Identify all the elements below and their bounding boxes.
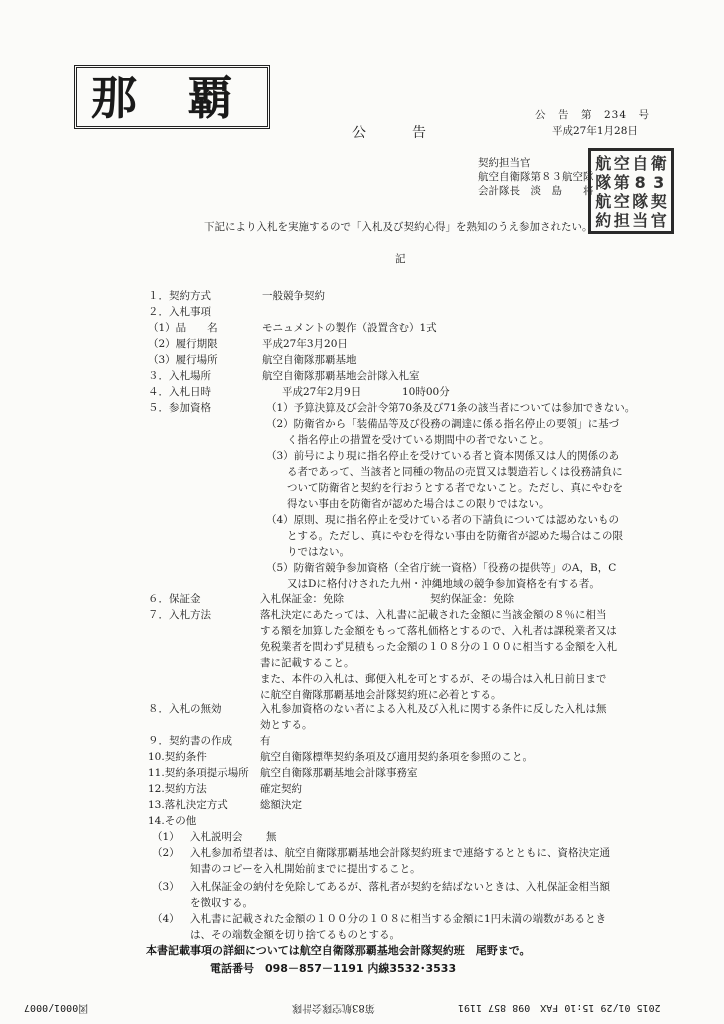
item-6-label: ６．保証金 [148,593,201,605]
notice-title: 公 告 [352,125,432,141]
i14-3-lines-line: を徴収する。 [190,897,253,909]
seal-char: 航 [595,154,612,173]
i5-lines-line: とする。ただし、真にやむを得ない事由を防衛省が認めた場合はこの限 [266,530,623,542]
item-11-label: 11.契約条項提示場所 [148,767,249,779]
item-2-1-label: （1）品 名 [148,322,218,334]
seal-char: 衛 [650,154,667,173]
fax-footer-sender: 第83航空隊会計隊 [292,1002,375,1013]
item-13-label: 13.落札決定方式 [148,799,228,811]
i14-3-lines-line: 入札保証金の納付を免除してあるが、落札者が契約を結ばないときは、入札保証金相当額 [190,881,610,893]
issuer-name: 会計隊長 淡 島 将 [478,185,594,197]
item-14-3-num: （3） [152,881,180,893]
notice-number: 公 告 第 234 号 [535,109,651,121]
official-seal [588,148,674,234]
item-3-label: ３．入札場所 [148,370,211,382]
i7-lines-line: 落札決定にあたっては、入札書に記載された金額に当該金額の８％に相当 [260,609,607,621]
item-14-1-num: （1） [152,831,180,843]
item-9-label: ９．契約書の作成 [148,735,232,747]
item-6-value-bid: 入札保証金：免除 [260,593,344,605]
issuer-role: 契約担当官 [478,157,531,169]
seal-char: 官 [650,211,667,230]
item-12-value: 確定契約 [260,783,302,795]
seal-char: 自 [632,154,649,173]
item-14-4-num: （4） [152,913,180,925]
item-10-label: 10.契約条件 [148,751,207,763]
item-14-label: 14.その他 [148,815,197,827]
item-8-label: ８．入札の無効 [148,703,222,715]
i5-lines-line: りではない。 [266,546,350,558]
item-13-value: 総額決定 [260,799,302,811]
item-4-time: 10時00分 [402,386,450,398]
seal-char: 約 [595,211,612,230]
item-2-label: ２．入札事項 [148,306,211,318]
item-10-value: 航空自衛隊標準契約条項及び適用契約条項を参照のこと。 [260,751,533,763]
phone-text: 電話番号 098－857－1191 内線3532･3533 [210,962,457,975]
i5-lines-line: （3）前号により現に指名停止を受けている者と資本関係又は人的関係のあ [266,450,620,462]
fax-footer-timestamp: 2015 01/29 15:10 FAX 098 857 1191 [458,1002,661,1013]
i5-lines-line: （4）原則、現に指名停止を受けている者の下請負については認めないもの [266,514,619,526]
fax-footer-page: 図0001/0007 [24,1002,89,1013]
seal-char: 航 [595,192,612,211]
item-11-value: 航空自衛隊那覇基地会計隊事務室 [260,767,418,779]
item-2-1-value: モニュメントの製作（設置含む）1式 [262,322,437,334]
seal-char: 担 [613,211,630,230]
item-3-value: 航空自衛隊那覇基地会計隊入札室 [262,370,420,382]
i5-lines-line: 又はDに格付けされた九州・沖縄地域の競争参加資格を有する者。 [266,578,600,590]
seal-char: 空 [613,154,630,173]
i7-lines-line: また、本件の入札は、郵便入札を可とするが、その場合は入札日前日まで [260,673,607,685]
i7-lines-line: 書に記載すること。 [260,657,355,669]
item-9-value: 有 [260,735,271,747]
intro-text: 下記により入札を実施するので「入札及び契約心得」を熟知のうえ参加されたい。 [204,221,593,233]
i8-lines-line: 入札参加資格のない者による入札及び入札に関する条件に反した入札は無 [260,703,607,715]
item-1-value: 一般競争契約 [262,290,325,302]
i14-2-lines-line: 入札参加希望者は、航空自衛隊那覇基地会計隊契約班まで連絡するとともに、資格決定通 [190,847,610,859]
i5-lines-line: く指名停止の措置を受けている期間中の者でないこと。 [266,434,550,446]
i5-lines-line: 得ない事由を防衛省が認めた場合はこの限りではない。 [266,498,550,510]
item-2-3-value: 航空自衛隊那覇基地 [262,354,357,366]
seal-char: 当 [632,211,649,230]
seal-char: 契 [650,192,667,211]
seal-char: 第 [613,173,630,192]
issuer-unit: 航空自衛隊第８３航空隊 [478,171,594,183]
i5-lines-line: る者であって、当該者と同種の物品の売買又は製造若しくは役務請負に [266,466,623,478]
item-14-2-num: （2） [152,847,180,859]
item-7-label: ７．入札方法 [148,609,211,621]
i14-2-lines-line: 知書のコピーを入札開始前までに提出すること。 [190,863,421,875]
item-5-label: ５．参加資格 [148,402,211,414]
i14-4-lines-line: は、その端数金額を切り捨てるものとする。 [190,929,400,941]
seal-char: 8 [634,173,646,192]
naha-stamp-box [74,65,270,129]
i5-lines-line: （2）防衛省から「装備品等及び役務の調達に係る指名停止の要領」に基づ [266,418,620,430]
i5-lines-line: （1）予算決算及び会計令第70条及び71条の該当者については参加できない。 [266,402,636,414]
i7-lines-line: 免税業者を問わず見積もった金額の１０８分の１００に相当する金額を入札 [260,641,617,653]
item-2-3-label: （3）履行場所 [148,354,218,366]
item-14-1-label: 入札説明会 [190,831,243,843]
i5-lines-line: （5）防衛省競争参加資格（全省庁統一資格）「役務の提供等」のA，B，C [266,562,617,574]
item-2-2-value: 平成27年3月20日 [262,338,348,350]
item-4-label: ４．入札日時 [148,386,211,398]
seal-char: 空 [613,192,630,211]
stamp-header-text: 那 覇 [91,71,235,125]
seal-char: 隊 [632,192,649,211]
seal-char: 3 [653,173,665,192]
seal-char: 隊 [595,173,612,192]
contact-text: 本書記載事項の詳細については航空自衛隊那覇基地会計隊契約班 尾野まで。 [146,944,531,957]
notice-date: 平成27年1月28日 [552,125,638,137]
ki-heading: 記 [395,253,406,265]
item-1-label: １．契約方式 [148,290,211,302]
i5-lines-line: ついて防衛省と契約を行おうとする者でないこと。ただし、真にやむを [266,482,623,494]
item-12-label: 12.契約方法 [148,783,207,795]
item-6-value-contract: 契約保証金：免除 [430,593,514,605]
item-14-1-value: 無 [266,831,277,843]
i14-4-lines-line: 入札書に記載された金額の１００分の１０８に相当する金額に1円未満の端数があるとき [190,913,607,925]
item-4-value: 平成27年2月9日 [282,386,362,398]
i7-lines-line: に航空自衛隊那覇基地会計隊契約班に必着とする。 [260,689,502,701]
i8-lines-line: 効とする。 [260,719,313,731]
i7-lines-line: する額を加算した金額をもって落札価格とするので、入札者は課税業者又は [260,625,617,637]
item-2-2-label: （2）履行期限 [148,338,218,350]
